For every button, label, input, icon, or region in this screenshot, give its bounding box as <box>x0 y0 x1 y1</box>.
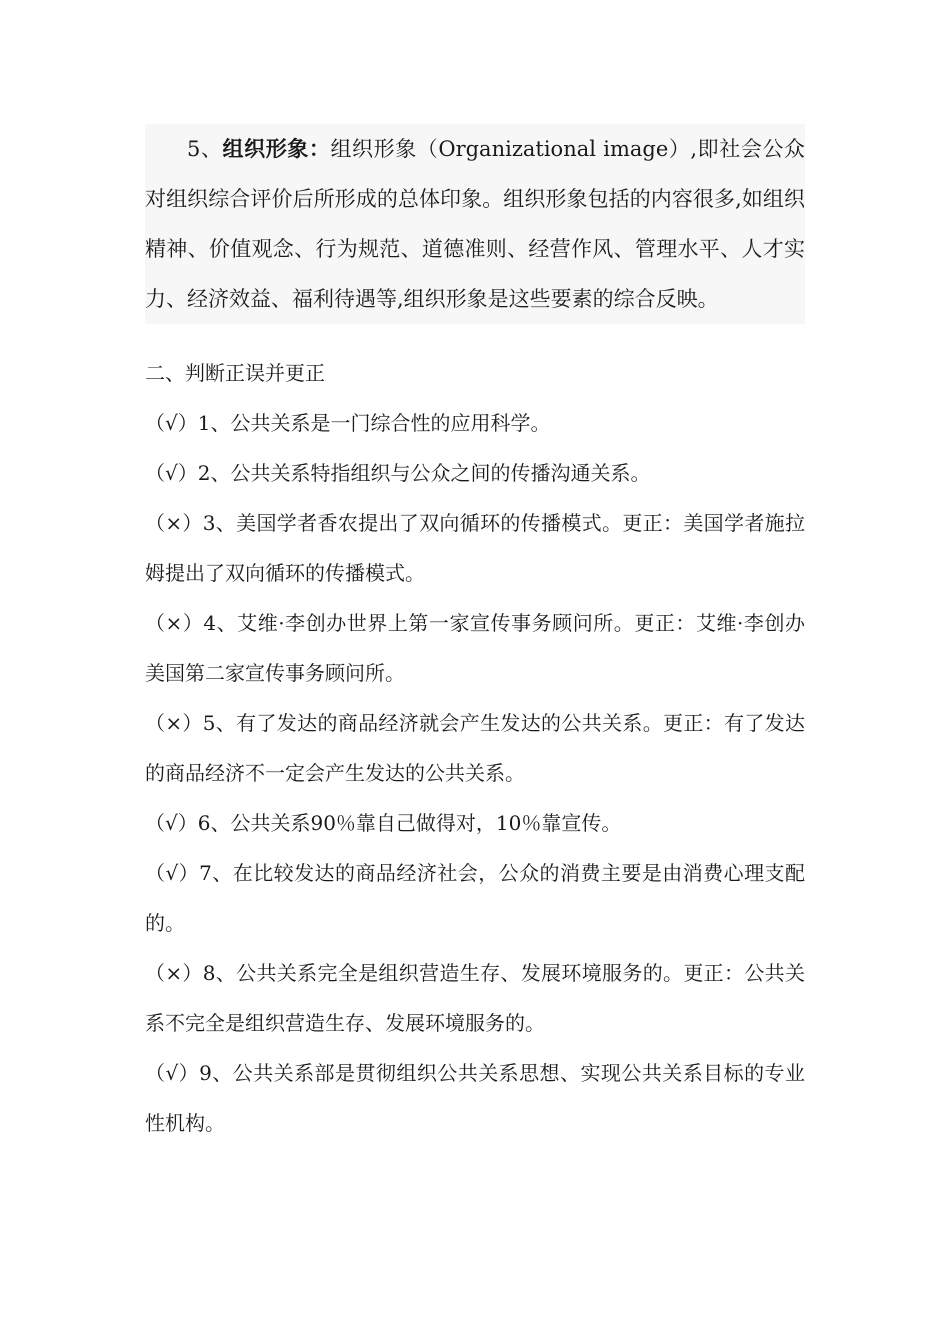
judgment-item-1: （√）1、公共关系是一门综合性的应用科学。 <box>145 411 551 435</box>
definition-paragraph <box>145 124 805 324</box>
judgment-item-3: （×）3、美国学者香农提出了双向循环的传播模式。更正：美国学者施拉姆提出了双向循环的传播模式。 <box>145 511 805 585</box>
document-page <box>145 124 805 1148</box>
definition-term: 组织形象： <box>222 137 331 161</box>
judgment-item-2: （√）2、公共关系特指组织与公众之间的传播沟通关系。 <box>145 461 651 485</box>
definition-number: 5、 <box>187 137 223 161</box>
judgment-item-5: （×）5、有了发达的商品经济就会产生发达的公共关系。更正：有了发达的商品经济不一定会产生发达的公共关系。 <box>145 711 805 785</box>
section-heading: 二、判断正误并更正 <box>145 361 325 385</box>
judgment-item-9: （√）9、公共关系部是贯彻组织公共关系思想、实现公共关系目标的专业性机构。 <box>145 1061 805 1135</box>
judgment-item-6: （√）6、公共关系90％靠自己做得对，10％靠宣传。 <box>145 811 622 835</box>
definition-block <box>145 124 805 324</box>
judgment-list <box>145 398 805 1148</box>
judgment-item-7: （√）7、在比较发达的商品经济社会，公众的消费主要是由消费心理支配的。 <box>145 861 805 935</box>
definition-text: 组织形象（Organizational image）,即社会公众对组织综合评价后所形成的总体印象。组织形象包括的内容很多,如组织精神、价值观念、行为规范、道德准则、经营作风、管理水平、人才实力、经济效益、福利待遇等,组织形象是这些要素的综合反映。 <box>145 137 805 311</box>
judgment-item-8: （×）8、公共关系完全是组织营造生存、发展环境服务的。更正：公共关系不完全是组织营造生存、发展环境服务的。 <box>145 961 805 1035</box>
judgment-item-4: （×）4、艾维·李创办世界上第一家宣传事务顾问所。更正：艾维·李创办美国第二家宣传事务顾问所。 <box>145 611 805 685</box>
